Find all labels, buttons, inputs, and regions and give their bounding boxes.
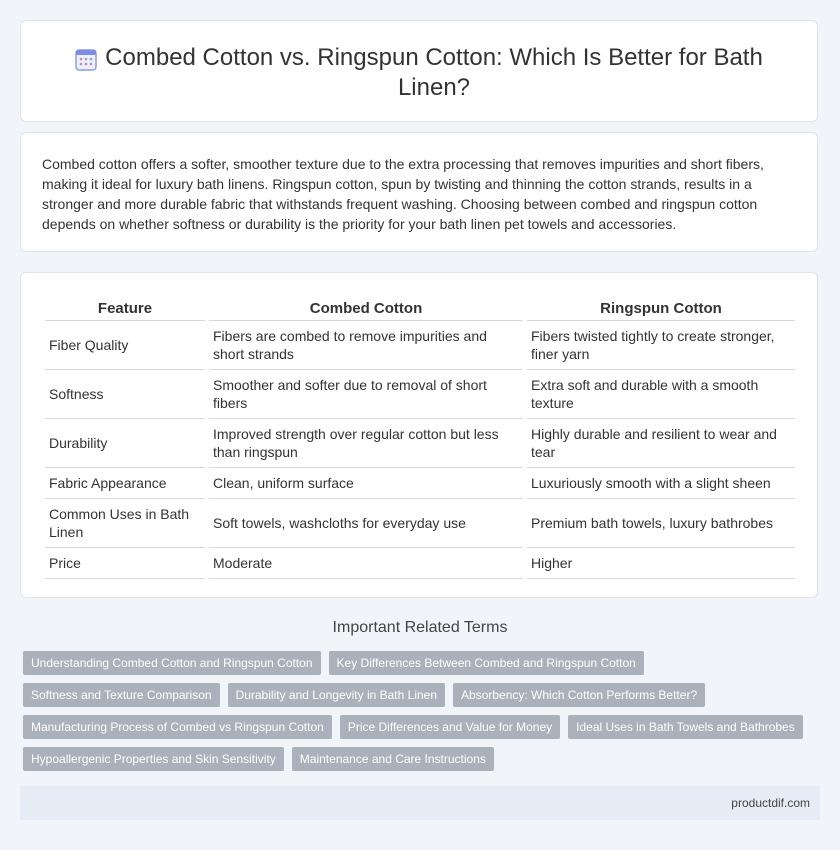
combed-cell: Clean, uniform surface bbox=[209, 468, 523, 499]
related-term-tag[interactable]: Softness and Texture Comparison bbox=[23, 683, 220, 707]
ringspun-cell: Highly durable and resilient to wear and tear bbox=[527, 419, 795, 468]
feature-cell: Durability bbox=[45, 419, 205, 468]
footer-site-link[interactable]: productdif.com bbox=[731, 796, 810, 810]
table-row bbox=[45, 370, 795, 419]
related-terms-list bbox=[23, 651, 813, 779]
feature-cell: Fiber Quality bbox=[45, 321, 205, 370]
related-term-tag[interactable]: Understanding Combed Cotton and Ringspun Cotton bbox=[23, 651, 321, 675]
combed-cell: Soft towels, washcloths for everyday use bbox=[209, 499, 523, 548]
combed-cell: Fibers are combed to remove impurities and short strands bbox=[209, 321, 523, 370]
feature-cell: Common Uses in Bath Linen bbox=[45, 499, 205, 548]
related-term-tag[interactable]: Manufacturing Process of Combed vs Ringspun Cotton bbox=[23, 715, 332, 739]
header-feature: Feature bbox=[45, 293, 205, 321]
related-term-tag[interactable]: Ideal Uses in Bath Towels and Bathrobes bbox=[568, 715, 803, 739]
table-row bbox=[45, 499, 795, 548]
comparison-table bbox=[41, 293, 799, 579]
footer bbox=[20, 786, 820, 820]
feature-cell: Price bbox=[45, 548, 205, 579]
related-terms-title: Important Related Terms bbox=[332, 619, 508, 636]
related-term-tag[interactable]: Maintenance and Care Instructions bbox=[292, 747, 494, 771]
header-ringspun-cotton: Ringspun Cotton bbox=[527, 293, 795, 321]
ringspun-cell: Higher bbox=[527, 548, 795, 579]
related-term-tag[interactable]: Absorbency: Which Cotton Performs Better? bbox=[453, 683, 705, 707]
related-term-tag[interactable]: Key Differences Between Combed and Ringspun Cotton bbox=[329, 651, 644, 675]
combed-cell: Smoother and softer due to removal of short fibers bbox=[209, 370, 523, 419]
page-title: Combed Cotton vs. Ringspun Cotton: Which Is Better for Bath Linen? bbox=[105, 44, 763, 101]
table-row bbox=[45, 321, 795, 370]
table-row bbox=[45, 419, 795, 468]
related-term-tag[interactable]: Hypoallergenic Properties and Skin Sensitivity bbox=[23, 747, 284, 771]
feature-cell: Fabric Appearance bbox=[45, 468, 205, 499]
ringspun-cell: Premium bath towels, luxury bathrobes bbox=[527, 499, 795, 548]
feature-cell: Softness bbox=[45, 370, 205, 419]
intro-paragraph: Combed cotton offers a softer, smoother texture due to the extra processing that removes impurities and short fibers, making it ideal for luxury bath linens. Ringspun cotton, spun by twisting and thinning the cotton strands, results in a stronger and more durable fabric that withstands frequent washing. Choosing between combed and ringspun cotton depends on whether softness or durability is the priority for your bath linen pet towels and accessories. bbox=[42, 156, 764, 232]
related-term-tag[interactable]: Price Differences and Value for Money bbox=[340, 715, 560, 739]
combed-cell: Improved strength over regular cotton but less than ringspun bbox=[209, 419, 523, 468]
combed-cell: Moderate bbox=[209, 548, 523, 579]
ringspun-cell: Luxuriously smooth with a slight sheen bbox=[527, 468, 795, 499]
table-row bbox=[45, 548, 795, 579]
ringspun-cell: Extra soft and durable with a smooth texture bbox=[527, 370, 795, 419]
comparison-table-card bbox=[20, 272, 818, 598]
ringspun-cell: Fibers twisted tightly to create stronger, finer yarn bbox=[527, 321, 795, 370]
header-combed-cotton: Combed Cotton bbox=[209, 293, 523, 321]
related-term-tag[interactable]: Durability and Longevity in Bath Linen bbox=[228, 683, 445, 707]
table-row bbox=[45, 468, 795, 499]
intro-card bbox=[20, 132, 818, 252]
table-header-row bbox=[45, 293, 795, 321]
title-card bbox=[20, 20, 818, 122]
